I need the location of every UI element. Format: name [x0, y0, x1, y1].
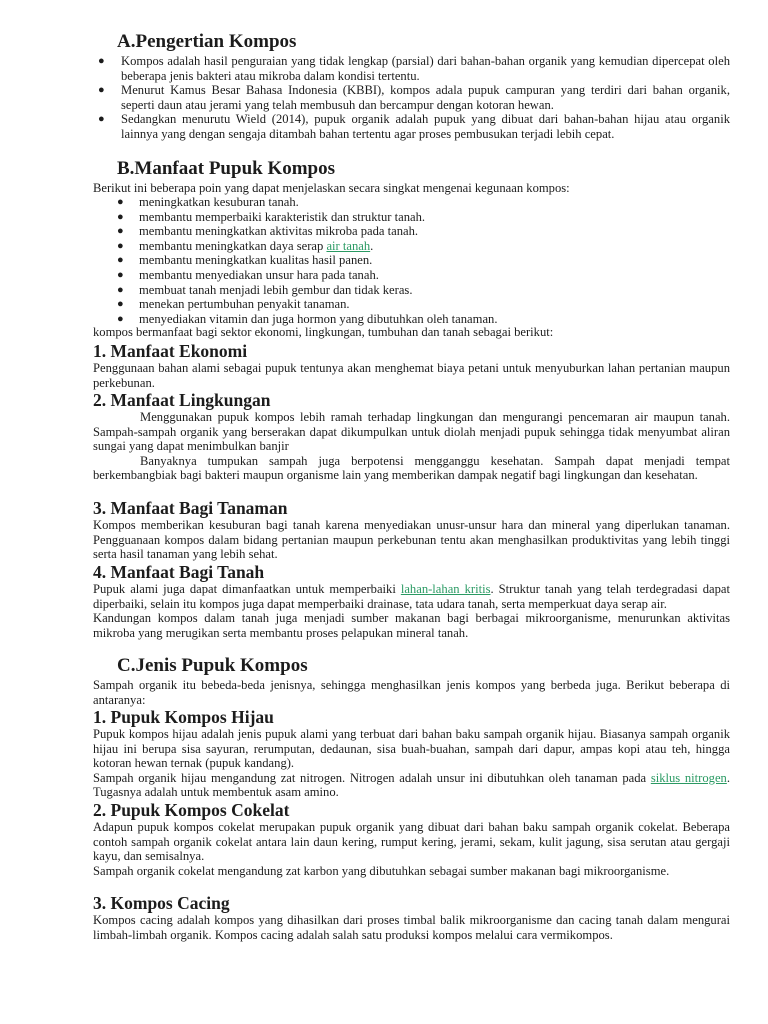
bullet-icon: ● — [117, 196, 124, 208]
list-item: ● Sedangkan menurutu Wield (2014), pupuk organik adalah pupuk yang dibuat dari bahan-bahan hijau atau organik lainnya yang dengan sengaja ditambah bahan tertentu agar proses pembusukan terjadi lebih cepat. — [98, 112, 730, 141]
bullet-icon: ● — [117, 268, 124, 281]
heading-manfaat-lingkungan: 2. Manfaat Lingkungan — [93, 390, 271, 410]
bullet-icon: ● — [117, 283, 124, 296]
bullet-icon: ● — [117, 210, 124, 223]
bullet-icon: ● — [98, 84, 105, 97]
heading-jenis-pupuk-kompos: C.Jenis Pupuk Kompos — [117, 655, 308, 676]
kompos-hijau-text: Pupuk kompos hijau adalah jenis pupuk alami yang terbuat dari bahan baku sampah organik hijau. Biasanya sampah organik hijau ini berupa sisa sayuran, rerumputan, dedaunan, sisa buah-buahan, sampah dari dapur, ampas kopi atau teh, hingga kotoran hewan ternak (pupuk kandang). Sampah organik hijau mengandung zat nitrogen. Nitrogen adalah unsur ini dibutuhkan oleh tanaman pada siklus nitrogen. Tugasnya adalah untuk membentuk asam amino. — [93, 727, 730, 800]
bullet-icon: ● — [117, 225, 124, 238]
heading-kompos-cacing: 3. Kompos Cacing — [93, 893, 230, 913]
manfaat-bullet-list — [93, 195, 730, 326]
manfaat-tanaman-text: Kompos memberikan kesuburan bagi tanah karena menyediakan unusr-unsur hara dan mineral yang diperlukan tanaman. Pengguanaan kompos dalam bidang pertanian maupun perkebunan tentu akan menghasilkan produktivitas yang lebih tinggi serta hasil tanaman yang lebih sehat. — [93, 518, 730, 562]
bullet-icon: ● — [98, 55, 105, 67]
kompos-cacing-text: Kompos cacing adalah kompos yang dihasilkan dari proses timbal balik mikroorganisme dan cacing tanah dalam mengurai limbah-limbah organik. Kompos cacing adalah salah satu produksi kompos melalui cara vermikompos. — [93, 913, 730, 942]
bullet-icon: ● — [117, 312, 124, 325]
manfaat-tanah-text: Pupuk alami juga dapat dimanfaatkan untuk memperbaiki lahan-lahan kritis. Struktur tanah yang telah terdegradasi dapat diperbaiki, selain itu kompos juga dapat memperbaiki drainase, tata udara tanah, serta memperkuat daya serap air. Kandungan kompos dalam tanah juga menjadi sumber makanan bagi berbagai mikroorganisme, menurunkan aktivitas mikroba yang merugikan serta membantu proses pelapukan mineral tanah. — [93, 582, 730, 640]
heading-manfaat-pupuk-kompos: B.Manfaat Pupuk Kompos — [117, 158, 336, 179]
heading-manfaat-ekonomi: 1. Manfaat Ekonomi — [93, 341, 248, 361]
list-item: ● Menurut Kamus Besar Bahasa Indonesia (KBBI), kompos adala pupuk campuran yang terdiri dari bahan organik, seperti daun atau jerami yang telah membusuh dan bercampur dengan kotoran hewan. — [98, 83, 730, 112]
pengertian-bullet-list — [93, 54, 730, 142]
list-item: ● menekan pertumbuhan penyakit tanaman. — [117, 297, 350, 312]
manfaat-lingkungan-text: Menggunakan pupuk kompos lebih ramah terhadap lingkungan dan mengurangi pencemaran air maupun tanah. Sampah-sampah organik yang berserakan dapat dikumpulkan untuk diolah menjadi pupuk sehingga tidak menyumbat aliran sungai yang dapat menimbulkan banjir Banyaknya tumpukan sampah juga berpotensi mengganggu kesehatan. Sampah dapat menjadi tempat berkembangbiak bagi bakteri maupun organisme lain yang memberikan dampak negatif bagi lingkungan dan kesehatan. — [93, 410, 730, 483]
jenis-intro: Sampah organik itu bebeda-beda jenisnya, sehingga menghasilkan jenis kompos yang berbeda juga. Berikut beberapa di antaranya: — [93, 678, 730, 707]
list-item: ● membantu memperbaiki karakteristik dan struktur tanah. — [117, 209, 426, 224]
list-item: ● membuat tanah menjadi lebih gembur dan tidak keras. — [117, 282, 413, 297]
bullet-icon: ● — [117, 254, 124, 267]
link-air-tanah[interactable]: air tanah — [326, 238, 371, 253]
list-item: ● membantu menyediakan unsur hara pada tanah. — [117, 267, 379, 282]
manfaat-outro: kompos bermanfaat bagi sektor ekonomi, lingkungan, tumbuhan dan tanah sebagai berikut: — [93, 325, 554, 339]
list-item: ● Kompos adalah hasil penguraian yang tidak lengkap (parsial) dari bahan-bahan organik yang kemudian dipercepat oleh beberapa jenis bakteri atau mikroba dalam kondisi tertentu. — [98, 54, 730, 83]
bullet-icon: ● — [117, 239, 124, 252]
manfaat-ekonomi-text: Penggunaan bahan alami sebagai pupuk tentunya akan menghemat biaya petani untuk menyuburkan lahan pertanian maupun perkebunan. — [93, 361, 730, 390]
heading-manfaat-bagi-tanah: 4. Manfaat Bagi Tanah — [93, 562, 265, 582]
list-item: ● membantu meningkatkan aktivitas mikroba pada tanah. — [117, 224, 419, 239]
heading-pengertian-kompos: A.Pengertian Kompos — [117, 31, 297, 52]
list-item: ● membantu meningkatkan daya serap air tanah. — [117, 238, 374, 253]
bullet-icon: ● — [117, 298, 124, 311]
link-siklus-nitrogen[interactable]: siklus nitrogen — [650, 770, 727, 785]
link-lahan-lahan-kritis[interactable]: lahan-lahan kritis — [400, 582, 491, 596]
list-item: ● menyediakan vitamin dan juga hormon yang dibutuhkan oleh tanaman. — [117, 311, 498, 326]
list-item: ● membantu meningkatkan kualitas hasil panen. — [117, 253, 373, 268]
heading-pupuk-kompos-cokelat: 2. Pupuk Kompos Cokelat — [93, 800, 290, 820]
list-item: ● meningkatkan kesuburan tanah. — [117, 195, 299, 209]
bullet-icon: ● — [98, 113, 105, 126]
manfaat-intro: Berikut ini beberapa poin yang dapat menjelaskan secara singkat mengenai kegunaan kompos: — [93, 181, 570, 195]
kompos-cokelat-text: Adapun pupuk kompos cokelat merupakan pupuk organik yang dibuat dari bahan baku sampah organik cokelat. Beberapa contoh sampah organik cokelat antara lain daun kering, rumput kering, jerami, sekam, kulit jagung, sisa serutan atau gergaji kayu, dan semisalnya. Sampah organik cokelat mengandung zat karbon yang dibutuhkan sebagai sumber makanan bagi mikroorganisme. — [93, 820, 730, 878]
heading-pupuk-kompos-hijau: 1. Pupuk Kompos Hijau — [93, 707, 274, 727]
heading-manfaat-bagi-tanaman: 3. Manfaat Bagi Tanaman — [93, 498, 288, 518]
